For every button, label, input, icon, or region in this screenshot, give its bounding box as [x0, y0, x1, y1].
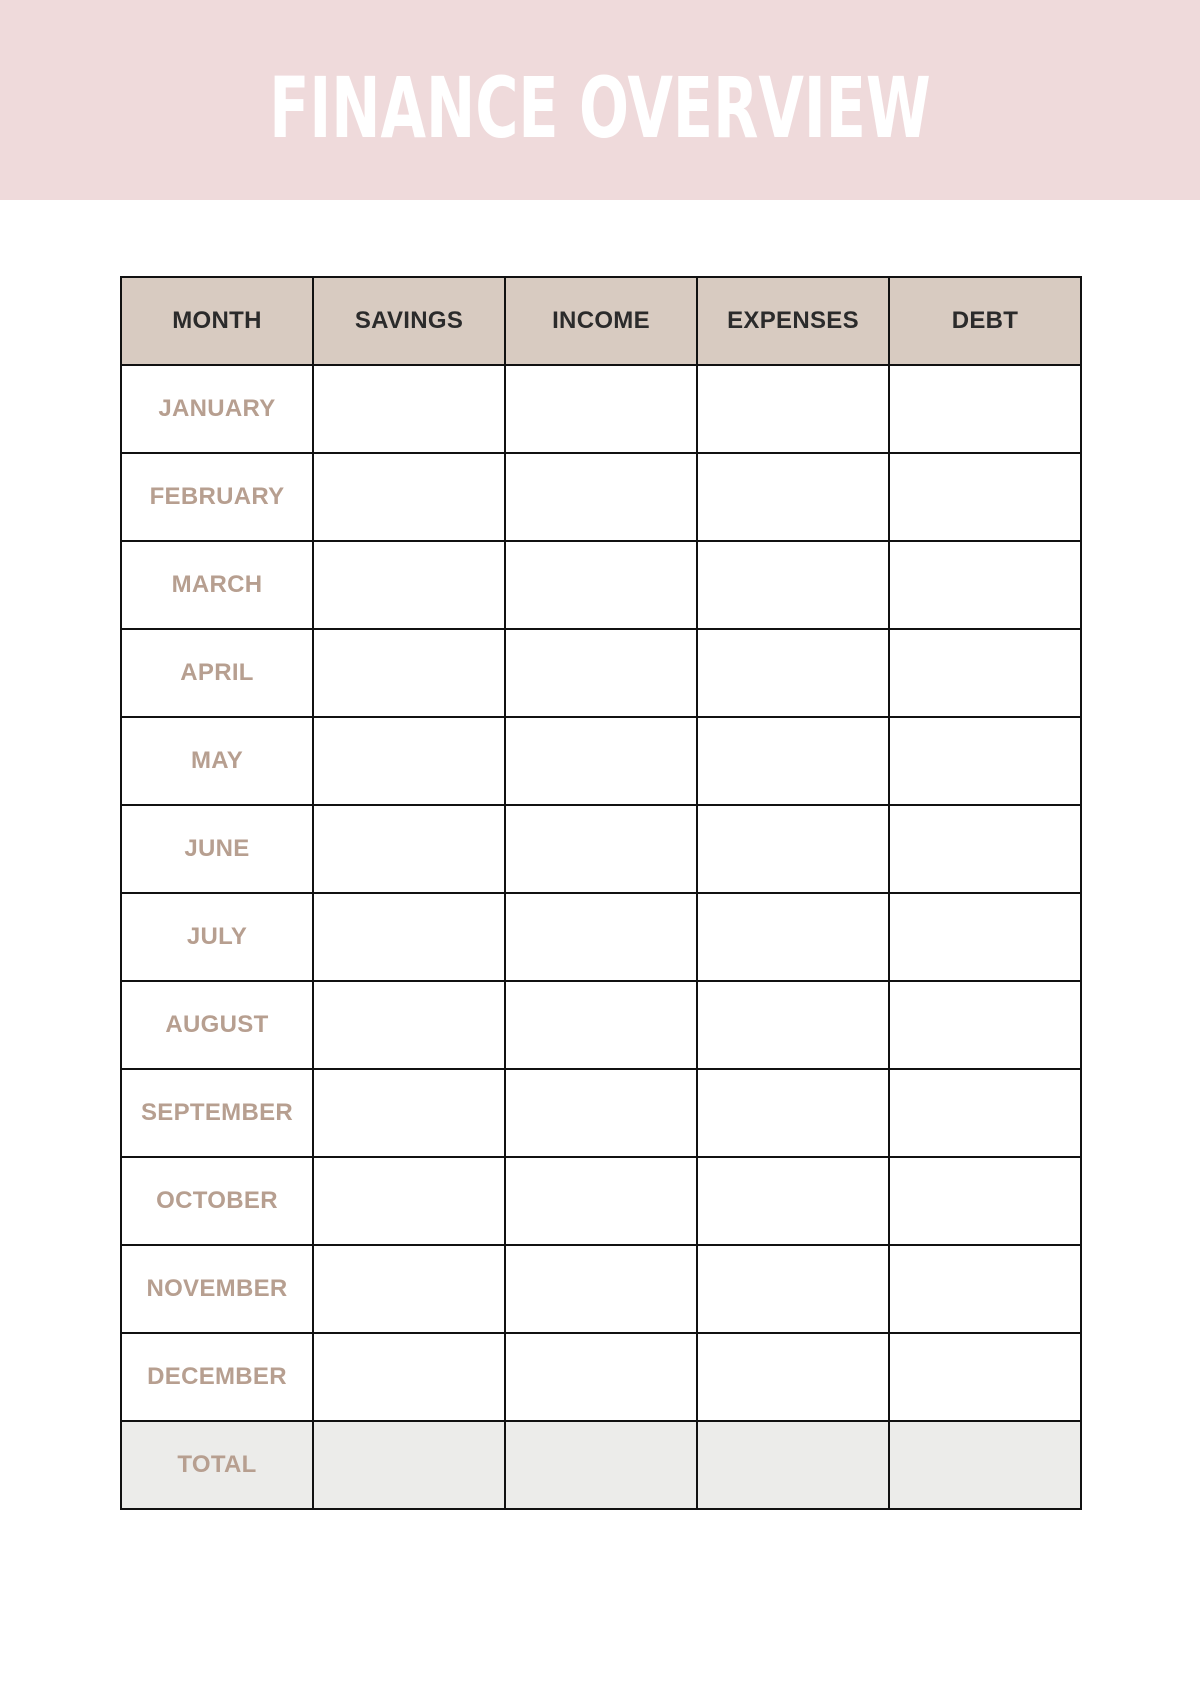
month-label: FEBRUARY	[121, 453, 313, 541]
month-label: APRIL	[121, 629, 313, 717]
debt-cell[interactable]	[889, 365, 1081, 453]
expenses-cell[interactable]	[697, 717, 889, 805]
debt-cell[interactable]	[889, 893, 1081, 981]
month-label: MARCH	[121, 541, 313, 629]
table-row	[121, 1157, 1081, 1245]
month-label: AUGUST	[121, 981, 313, 1069]
income-cell[interactable]	[505, 1157, 697, 1245]
income-cell[interactable]	[505, 629, 697, 717]
debt-cell[interactable]	[889, 805, 1081, 893]
table-row	[121, 893, 1081, 981]
expenses-cell[interactable]	[697, 541, 889, 629]
table-row	[121, 717, 1081, 805]
total-debt-cell[interactable]	[889, 1421, 1081, 1509]
income-cell[interactable]	[505, 717, 697, 805]
table-row	[121, 629, 1081, 717]
total-label: TOTAL	[121, 1421, 313, 1509]
table-row	[121, 453, 1081, 541]
debt-cell[interactable]	[889, 1157, 1081, 1245]
income-cell[interactable]	[505, 981, 697, 1069]
column-header-month: MONTH	[121, 277, 313, 365]
debt-cell[interactable]	[889, 1333, 1081, 1421]
savings-cell[interactable]	[313, 717, 505, 805]
expenses-cell[interactable]	[697, 1245, 889, 1333]
expenses-cell[interactable]	[697, 1157, 889, 1245]
debt-cell[interactable]	[889, 1245, 1081, 1333]
month-label: NOVEMBER	[121, 1245, 313, 1333]
debt-cell[interactable]	[889, 1069, 1081, 1157]
savings-cell[interactable]	[313, 453, 505, 541]
income-cell[interactable]	[505, 1245, 697, 1333]
table-row	[121, 1333, 1081, 1421]
total-expenses-cell[interactable]	[697, 1421, 889, 1509]
debt-cell[interactable]	[889, 541, 1081, 629]
month-label: MAY	[121, 717, 313, 805]
savings-cell[interactable]	[313, 1157, 505, 1245]
month-label: JUNE	[121, 805, 313, 893]
debt-cell[interactable]	[889, 981, 1081, 1069]
table-row	[121, 805, 1081, 893]
savings-cell[interactable]	[313, 629, 505, 717]
debt-cell[interactable]	[889, 717, 1081, 805]
income-cell[interactable]	[505, 1333, 697, 1421]
income-cell[interactable]	[505, 453, 697, 541]
month-label: OCTOBER	[121, 1157, 313, 1245]
expenses-cell[interactable]	[697, 365, 889, 453]
savings-cell[interactable]	[313, 805, 505, 893]
table-row	[121, 1069, 1081, 1157]
expenses-cell[interactable]	[697, 453, 889, 541]
expenses-cell[interactable]	[697, 1333, 889, 1421]
table-header-row	[121, 277, 1081, 365]
total-savings-cell[interactable]	[313, 1421, 505, 1509]
income-cell[interactable]	[505, 805, 697, 893]
debt-cell[interactable]	[889, 453, 1081, 541]
expenses-cell[interactable]	[697, 805, 889, 893]
column-header-savings: SAVINGS	[313, 277, 505, 365]
expenses-cell[interactable]	[697, 981, 889, 1069]
savings-cell[interactable]	[313, 1069, 505, 1157]
income-cell[interactable]	[505, 1069, 697, 1157]
table-row	[121, 1245, 1081, 1333]
debt-cell[interactable]	[889, 629, 1081, 717]
month-label: SEPTEMBER	[121, 1069, 313, 1157]
savings-cell[interactable]	[313, 1333, 505, 1421]
total-income-cell[interactable]	[505, 1421, 697, 1509]
savings-cell[interactable]	[313, 365, 505, 453]
savings-cell[interactable]	[313, 981, 505, 1069]
expenses-cell[interactable]	[697, 1069, 889, 1157]
column-header-income: INCOME	[505, 277, 697, 365]
column-header-expenses: EXPENSES	[697, 277, 889, 365]
month-label: JANUARY	[121, 365, 313, 453]
page-title: FINANCE OVERVIEW	[269, 59, 931, 157]
finance-table	[120, 276, 1082, 1510]
table-row	[121, 981, 1081, 1069]
total-row	[121, 1421, 1081, 1509]
income-cell[interactable]	[505, 893, 697, 981]
month-label: JULY	[121, 893, 313, 981]
savings-cell[interactable]	[313, 541, 505, 629]
column-header-debt: DEBT	[889, 277, 1081, 365]
income-cell[interactable]	[505, 365, 697, 453]
expenses-cell[interactable]	[697, 893, 889, 981]
table-row	[121, 541, 1081, 629]
savings-cell[interactable]	[313, 1245, 505, 1333]
month-label: DECEMBER	[121, 1333, 313, 1421]
savings-cell[interactable]	[313, 893, 505, 981]
income-cell[interactable]	[505, 541, 697, 629]
expenses-cell[interactable]	[697, 629, 889, 717]
table-row	[121, 365, 1081, 453]
